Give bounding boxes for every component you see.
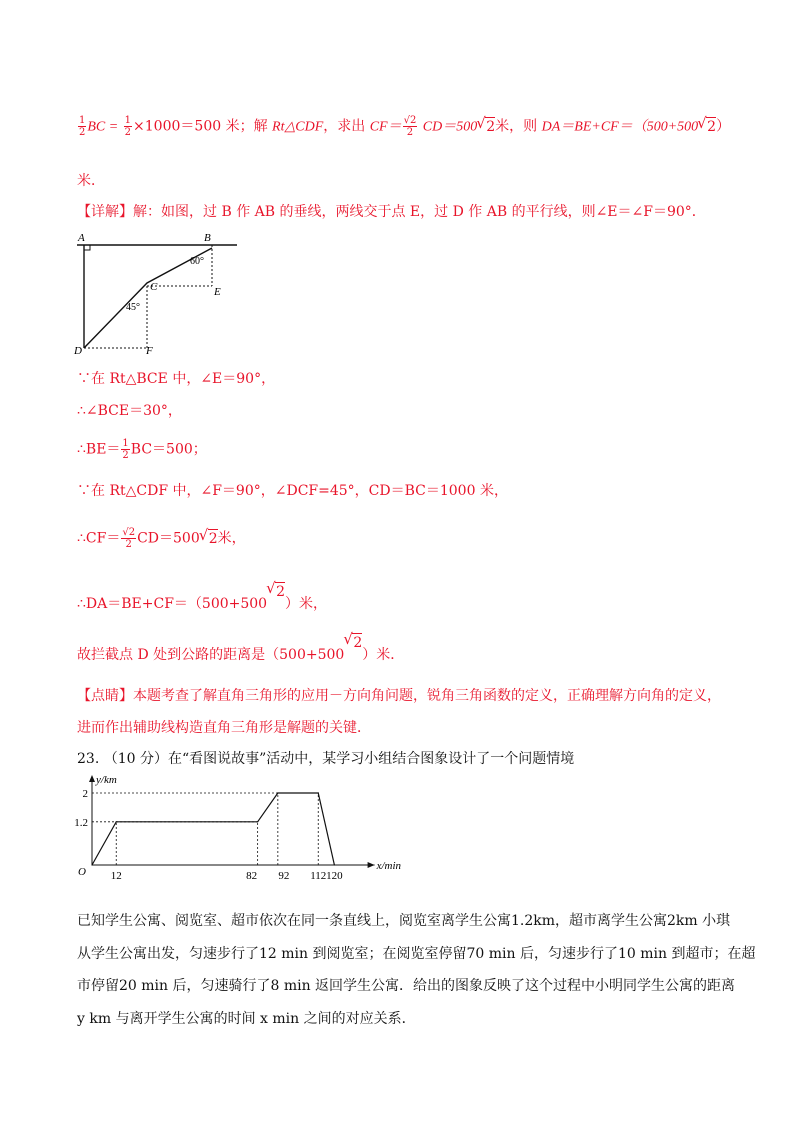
y-axis-arrow: [89, 775, 95, 782]
x-axis-arrow: [368, 862, 375, 868]
x-tick-label-82: 82: [246, 870, 258, 882]
step-7: 故拦截点 D 处到公路的距离是（500+500√ 2）米．: [77, 645, 404, 664]
comment-tag: 【点睛】: [77, 688, 133, 704]
question-number: 23.: [77, 751, 100, 767]
comment-line-2: 进而作出辅助线构造直角三角形是解题的关键．: [77, 720, 371, 736]
series-line: [92, 793, 334, 865]
label-E: E: [214, 286, 221, 298]
detail-tag: 【详解】: [77, 204, 133, 220]
question-paragraph-3: 市停留20 min 后，匀速骑行了8 min 返回学生公寓．给出的图象反映了这个过程中小明同学生公寓的距离: [77, 978, 736, 994]
fraction-half: $\frac{1}{2}$: [124, 115, 132, 138]
question-header: 23. （10 分）在“看图说故事”活动中，某学习小组结合图象设计了一个问题情境: [77, 751, 575, 767]
x-tick-label-120: 120: [326, 870, 343, 882]
x-axis-label: x/min: [376, 860, 402, 872]
data-point: [318, 792, 319, 793]
detail-text: 解：如图，过 B 作 AB 的垂线，两线交于点 E，过 D 作 AB 的平行线，则∠E＝∠F＝90°．: [133, 204, 706, 220]
label-F: F: [146, 345, 153, 357]
fraction-sqrt2-over-2: $\frac{√2}{2}$: [122, 527, 136, 550]
geometry-figure: [72, 228, 272, 358]
label-C: C: [150, 281, 158, 293]
data-point: [257, 821, 258, 822]
angle-45-label: 45°: [126, 302, 140, 313]
distance-time-chart: [70, 773, 410, 888]
y-axis-label: y/km: [96, 774, 117, 786]
question-paragraph-2: 从学生公寓出发，匀速步行了12 min 到阅览室；在阅览室停留70 min 后，匀速步行了10 min 到超市；在超: [77, 946, 756, 962]
step-5: ∴CF＝ $\frac{√2}{2}$ CD＝500√ 2米，: [77, 527, 246, 550]
origin-label: O: [78, 866, 86, 878]
x-tick-label-92: 92: [278, 870, 290, 882]
solution-line-1: $\frac{1}{2}$ BC = $\frac{1}{2}$ ×1000＝500 米；解 Rt△CDF，求出 CF＝ $\frac{√2}{2}$ CD＝500√ 2米，则 DA＝BE+CF＝（500+500√ 2）: [77, 115, 730, 138]
label-D: D: [74, 345, 82, 357]
question-paragraph-4: y km 与离开学生公寓的时间 x min 之间的对应关系．: [77, 1011, 416, 1027]
fraction-half: $\frac{1}{2}$: [122, 438, 129, 461]
solution-line-2: 米．: [77, 173, 105, 189]
step-3: ∴BE＝ $\frac{1}{2}$ BC＝500；: [77, 438, 207, 461]
x-tick-label-112: 112: [310, 870, 327, 882]
fraction-sqrt2-over-2: $\frac{√2}{2}$: [403, 115, 417, 138]
data-point: [334, 864, 335, 865]
question-paragraph-1: 已知学生公寓、阅览室、超市依次在同一条直线上，阅览室离学生公寓1.2km，超市离学生公寓2km 小琪: [77, 913, 731, 929]
data-point: [277, 792, 278, 793]
label-A: A: [78, 232, 85, 244]
step-1: ∵在 Rt△BCE 中，∠E＝90°，: [77, 371, 276, 387]
y-tick-label-2: 2: [82, 788, 88, 800]
fraction-half: $\frac{1}{2}$: [79, 115, 86, 138]
data-point: [116, 821, 117, 822]
angle-60-label: 60°: [190, 256, 204, 267]
y-tick-label-1.2: 1.2: [74, 816, 88, 829]
data-point: [91, 864, 92, 865]
comment-line-1: 【点睛】本题考查了解直角三角形的应用－方向角问题，锐角三角函数的定义，正确理解方向角的定义，: [77, 688, 721, 704]
step-2: ∴∠BCE＝30°，: [77, 403, 182, 419]
detail-line: [77, 203, 706, 221]
step-4: ∵在 Rt△CDF 中，∠F＝90°，∠DCF=45°，CD＝BC＝1000 米，: [77, 483, 508, 499]
label-B: B: [204, 232, 211, 244]
step-6: ∴DA＝BE+CF＝（500+500√ 2）米，: [77, 594, 327, 613]
x-tick-label-12: 12: [110, 870, 122, 882]
